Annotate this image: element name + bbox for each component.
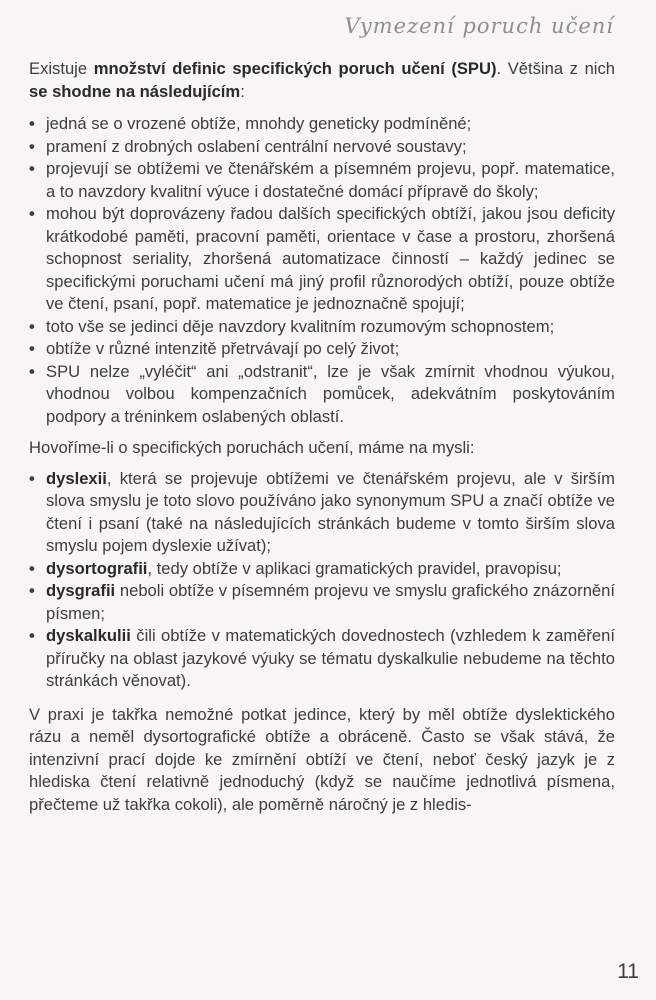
running-head-title: Vymezení poruch učení [344,14,614,38]
list-item-text: , která se projevuje obtížemi ve čtenářském projevu, ale v širším slova smyslu je toto slovo používáno jako synonymum SPU a značí obtíže ve čtení i psaní (také na následujících stránkách budeme v tomto širším slova smyslu pojem dyslexie užívat); [46,468,615,555]
list-item-text: SPU nelze „vyléčit“ ani „odstranit“, lze je však zmírnit vhodnou výukou, vhodnou volbou kompenzačních pomůcek, adekvátním poskytováním podpory a tréninkem oslabených oblastí. [46,361,615,426]
list-item [29,558,615,581]
list-item [29,338,615,361]
bullet-icon: • [29,468,35,488]
list-item [29,158,615,203]
list-item [29,136,615,159]
list-item-text: projevují se obtížemi ve čtenářském a písemném projevu, popř. matematice, a to navzdory kvalitní výuce i dostatečné domácí přípravě do školy; [46,159,615,201]
list-item-text: mohou být doprovázeny řadou dalších specifických obtíží, jakou jsou deficity krátkodobé paměti, pracovní paměti, orientace v čase a prostoru, zhoršená schopnost seriality, zhoršená automatizace činností – každý jedinec se specifickými poruchami učení má jiný profil různorodých obtíží, pouze obtíže ve čtení, psaní, popř. matematice je jednoznačně spojují; [46,204,615,313]
bullet-icon: • [29,558,35,578]
list-item-text: pramení z drobných oslabení centrální nervové soustavy; [46,136,467,156]
bullet-icon: • [29,339,35,358]
intro-text: : [240,81,245,101]
bullet-icon: • [29,626,35,645]
intro-text: Existuje [29,59,94,78]
practice-paragraph: V praxi je takřka nemožné potkat jedince, který by měl obtíže dyslektického rázu a neměl dysortografické obtíže a obráceně. Často se však stává, že intenzivní prací dojde ke zmírnění obtíží ve čtení, neboť český jazyk je z hlediska čtení relativně jednoduchý (když se naučíme jednotlivá písmena, přečteme už takřka cokoli), ale poměrně náročný je z hledis- [29,704,615,814]
intro-paragraph [29,58,615,103]
bullet-icon: • [29,204,35,223]
page-body [29,58,615,816]
list-item [29,468,615,558]
list-item-text: , tedy obtíže v aplikaci gramatických pravidel, pravopisu; [147,558,562,578]
intro-bold-phrase: se shodne na následujícím [29,81,241,101]
intro-bold-phrase: množství definic specifických poruch učení (SPU) [93,59,497,78]
intro-text: . Většina z nich [496,59,616,78]
bullet-icon: • [29,316,35,336]
list-item-text: čili obtíže v matematických dovednostech (vzhledem k zaměření příručky na oblast jazykové výuky se tématu dyskalkulie nebudeme na těchto stránkách věnovat). [46,626,615,690]
bullet-icon: • [29,581,35,600]
list-item-text: jedná se o vrozené obtíže, mnohdy geneticky podmíněné; [46,114,472,133]
term-label: dyskalkulii [46,626,131,645]
characteristics-list [29,113,615,428]
list-item-text: neboli obtíže v písemném projevu ve smyslu grafického znázornění písmen; [46,581,615,623]
spu-types-list [29,468,615,693]
list-item-text: toto vše se jedinci děje navzdory kvalitním rozumovým schopnostem; [46,316,555,336]
page-number: 11 [617,960,639,983]
types-intro-paragraph: Hovoříme-li o specifických poruchách učení, máme na mysli: [29,438,475,457]
list-item [29,316,615,339]
bullet-icon: • [29,136,35,156]
term-label: dysgrafii [46,581,116,600]
list-item [29,625,615,693]
bullet-icon: • [29,361,35,381]
list-item [29,361,615,429]
bullet-icon: • [29,114,35,133]
list-item-text: obtíže v různé intenzitě přetrvávají po celý život; [46,339,400,358]
list-item [29,113,615,136]
list-item [29,203,615,316]
list-item [29,580,615,625]
term-label: dyslexii [46,468,107,488]
bullet-icon: • [29,159,35,178]
term-label: dysortografii [46,558,148,578]
